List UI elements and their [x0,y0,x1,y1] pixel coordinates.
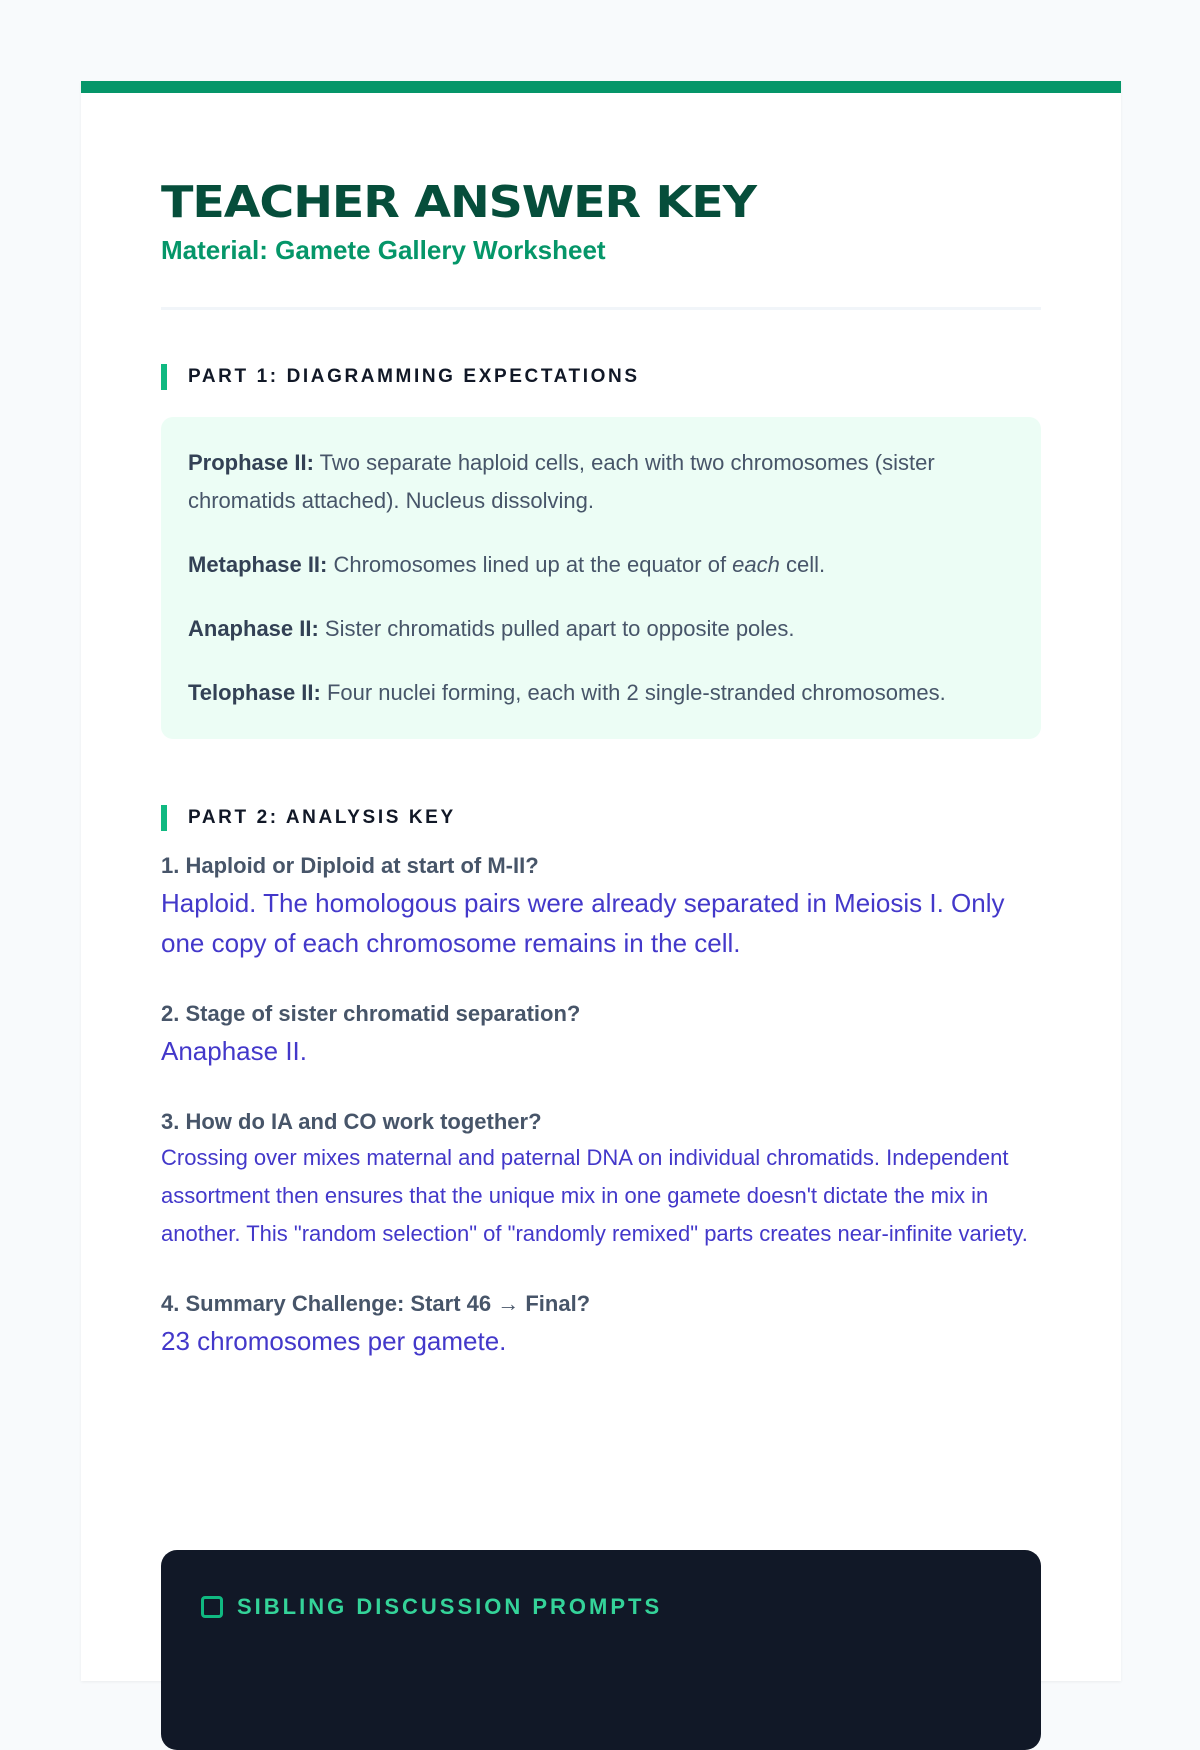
discussion-heading-text: SIBLING DISCUSSION PROMPTS [237,1594,663,1619]
diagramming-expectations-box [161,417,1041,739]
stage-text: Chromosomes lined up at the equator of [327,552,733,577]
question-item [161,1289,1041,1361]
question-text: 2. Stage of sister chromatid separation? [161,1001,581,1026]
question-item [161,1107,1041,1253]
material-subtitle: Material: Gamete Gallery Worksheet [161,235,606,265]
stage-emphasis: each [732,552,780,577]
chat-icon [201,1596,223,1618]
stage-text: Four nuclei forming, each with 2 single-stranded chromosomes. [320,680,946,705]
question-text: 3. How do IA and CO work together? [161,1109,542,1134]
stage-text: cell. [779,552,826,577]
question-text: 4. Summary Challenge: Start 46 → Final? [161,1291,591,1316]
answer-text: Anaphase II. [161,1036,307,1066]
stage-item [188,546,1014,584]
discussion-prompts-panel [161,1550,1041,1750]
part2-heading [161,805,1041,831]
stage-label: Anaphase II: [188,616,319,641]
stage-label: Prophase II: [188,450,314,475]
accent-bar [81,81,1121,93]
stage-item [188,444,1014,520]
stage-label: Metaphase II: [188,552,328,577]
stage-text: Two separate haploid cells, each with two chromosomes (sister chromatids attached). Nucleus dissolving. [188,450,935,513]
question-text: 1. Haploid or Diploid at start of M-II? [161,853,539,878]
stage-item [188,674,1014,712]
divider [161,307,1041,310]
question-item [161,851,1041,963]
analysis-list [161,851,1041,1361]
page-title: TEACHER ANSWER KEY [161,177,756,228]
stage-text: Sister chromatids pulled apart to opposite poles. [318,616,795,641]
stage-label: Telophase II: [188,680,321,705]
stage-item [188,610,1014,648]
answer-key-card [81,81,1121,1681]
question-item [161,999,1041,1071]
part1-heading [161,364,1041,390]
discussion-heading [201,1594,662,1620]
section-marker [161,364,167,390]
part1-heading-text: PART 1: DIAGRAMMING EXPECTATIONS [188,366,640,387]
part2-heading-text: PART 2: ANALYSIS KEY [188,807,456,828]
section-marker [161,805,167,831]
answer-text: 23 chromosomes per gamete. [161,1326,507,1356]
answer-text: Crossing over mixes maternal and paternal DNA on individual chromatids. Independent assortment then ensures that the unique mix in one gamete doesn't dictate the mix in another. This "random selection" of "randomly remixed" parts creates near-infinite variety. [161,1145,1028,1246]
answer-text: Haploid. The homologous pairs were already separated in Meiosis I. Only one copy of each chromosome remains in the cell. [161,888,1005,958]
